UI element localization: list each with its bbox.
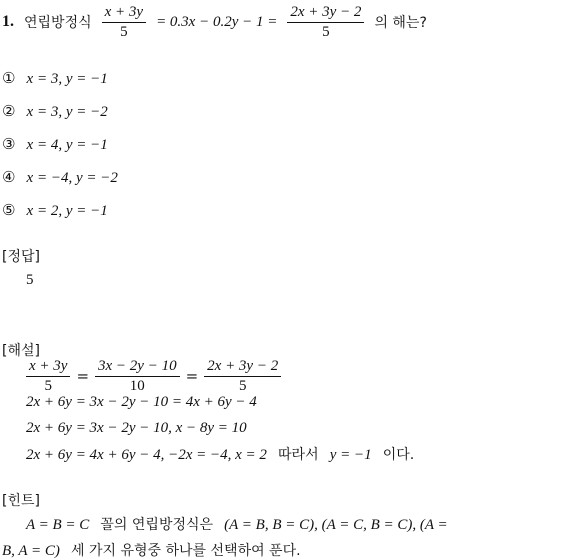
choice-text: x = −4, y = −2 [26,170,118,186]
question-number: 1. [2,13,14,30]
hint-line-1-text: 꼴의 연립방정식은 [100,517,214,533]
question-fraction-2 [287,4,364,40]
explanation-line-4-text-2: 이다. [382,447,415,463]
question-lead: 연립방정식 [24,15,92,31]
equals-sign: = [76,367,90,385]
choice-text: x = 4, y = −1 [26,137,108,153]
fraction-denominator: 10 [129,377,145,394]
fraction-numerator: 2x + 3y − 2 [204,358,281,377]
hint-line-1-math-2: (A = B, B = C), (A = C, B = C), (A = [224,517,448,533]
hint-heading: [힌트] [2,493,40,509]
choice-1[interactable] [2,68,108,88]
hint-line-1-math: A = B = C [26,517,90,533]
fraction-denominator: 5 [238,377,247,394]
hint-line-1 [26,514,448,534]
explanation-line-2: 2x + 6y = 3x − 2y − 10 = 4x + 6y − 4 [26,394,257,410]
fraction-denominator: 5 [44,377,52,394]
explanation-line-4-math-2: y = −1 [329,447,372,463]
fraction-numerator: x + 3y [102,4,146,23]
question-fraction-1 [102,4,146,40]
answer-value: 5 [26,272,34,288]
explanation-heading: [해설] [2,343,40,359]
choice-mark: ④ [2,168,16,186]
explanation-line-4-text: 따라서 [278,447,319,463]
explanation-line-4-math: 2x + 6y = 4x + 6y − 4, −2x = −4, x = 2 [26,447,267,463]
explanation-fraction-3 [204,358,281,394]
choice-mark: ⑤ [2,201,16,219]
fraction-numerator: x + 3y [26,358,70,377]
choice-2[interactable] [2,101,108,121]
fraction-numerator: 2x + 3y − 2 [287,4,364,23]
choice-mark: ① [2,69,16,87]
fraction-denominator: 5 [120,23,128,40]
choice-text: x = 3, y = −1 [26,71,108,87]
choice-4[interactable] [2,167,118,187]
explanation-line-4 [26,444,414,464]
fraction-denominator: 5 [322,23,330,40]
answer-heading: [정답] [2,249,40,265]
choice-text: x = 2, y = −1 [26,203,108,219]
question-equation-middle: = 0.3x − 0.2y − 1 = [156,13,278,30]
explanation-fraction-2 [95,358,180,394]
choice-5[interactable] [2,200,108,220]
explanation-fraction-equation [26,358,281,394]
fraction-numerator: 3x − 2y − 10 [95,358,180,377]
choice-3[interactable] [2,134,108,154]
explanation-line-3: 2x + 6y = 3x − 2y − 10, x − 8y = 10 [26,420,247,436]
equals-sign: = [185,367,199,385]
choice-mark: ② [2,102,16,120]
hint-line-2 [2,540,301,560]
question-tail: 의 해는? [374,15,427,31]
choice-mark: ③ [2,135,16,153]
question-line [2,2,427,42]
choice-text: x = 3, y = −2 [26,104,108,120]
hint-line-2-math: B, A = C) [2,543,60,559]
explanation-fraction-1 [26,358,70,394]
hint-line-2-text: 세 가지 유형중 하나를 선택하여 푼다. [71,543,301,559]
